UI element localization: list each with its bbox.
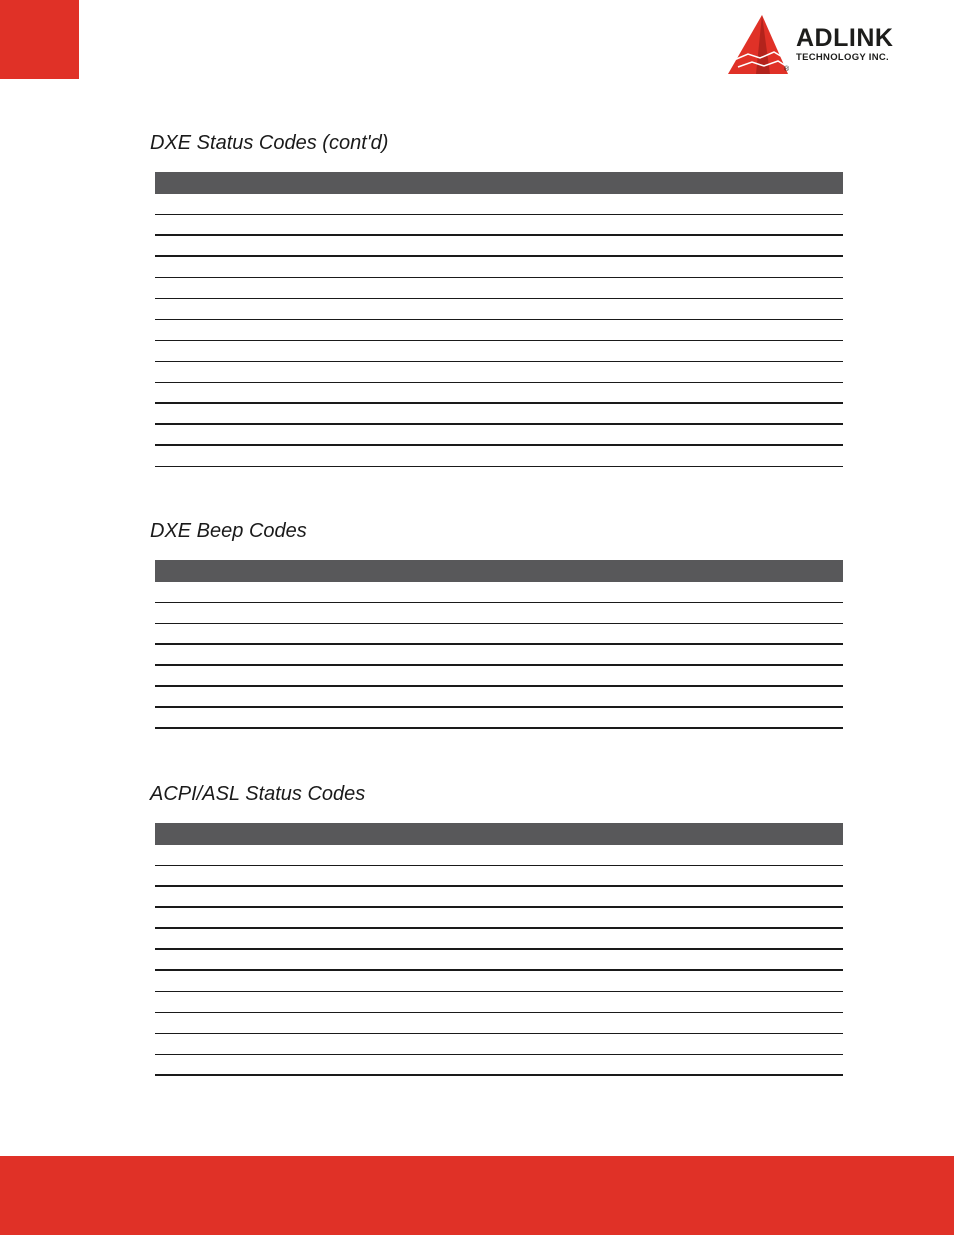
table-header (155, 172, 843, 194)
table-row (155, 992, 843, 1013)
table-row (155, 708, 843, 729)
acpi-asl-table (155, 823, 843, 1076)
table-row (155, 446, 843, 467)
company-logo (726, 12, 931, 78)
logo-wordmark: ADLINK (796, 24, 894, 52)
table-row (155, 299, 843, 320)
table-row (155, 929, 843, 950)
table-row (155, 362, 843, 383)
table-row (155, 404, 843, 425)
table-row (155, 971, 843, 992)
table-row (155, 278, 843, 299)
table-row (155, 908, 843, 929)
section-title-dxe-status: DXE Status Codes (cont'd) (150, 132, 389, 154)
triangle-mountain-icon (726, 12, 788, 78)
table-row (155, 866, 843, 887)
footer-bar (0, 1156, 954, 1235)
table-row (155, 1013, 843, 1034)
table-row (155, 645, 843, 666)
table-row (155, 603, 843, 624)
table-header (155, 823, 843, 845)
table-row (155, 1055, 843, 1076)
table-row (155, 1034, 843, 1055)
table-row (155, 341, 843, 362)
section-title-acpi-asl: ACPI/ASL Status Codes (150, 783, 366, 805)
dxe-status-table (155, 172, 843, 467)
table-row (155, 582, 843, 603)
table-row (155, 845, 843, 866)
table-row (155, 215, 843, 236)
table-header (155, 560, 843, 582)
table-row (155, 257, 843, 278)
header-corner-block (0, 0, 79, 79)
table-row (155, 425, 843, 446)
table-row (155, 320, 843, 341)
section-title-dxe-beep: DXE Beep Codes (150, 520, 307, 542)
table-row (155, 624, 843, 645)
table-row (155, 887, 843, 908)
table-row (155, 194, 843, 215)
table-row (155, 950, 843, 971)
table-row (155, 666, 843, 687)
table-row (155, 236, 843, 257)
dxe-beep-table (155, 560, 843, 729)
logo-tagline: TECHNOLOGY INC. (796, 52, 889, 63)
registered-mark: ® (784, 66, 790, 73)
table-row (155, 383, 843, 404)
table-row (155, 687, 843, 708)
